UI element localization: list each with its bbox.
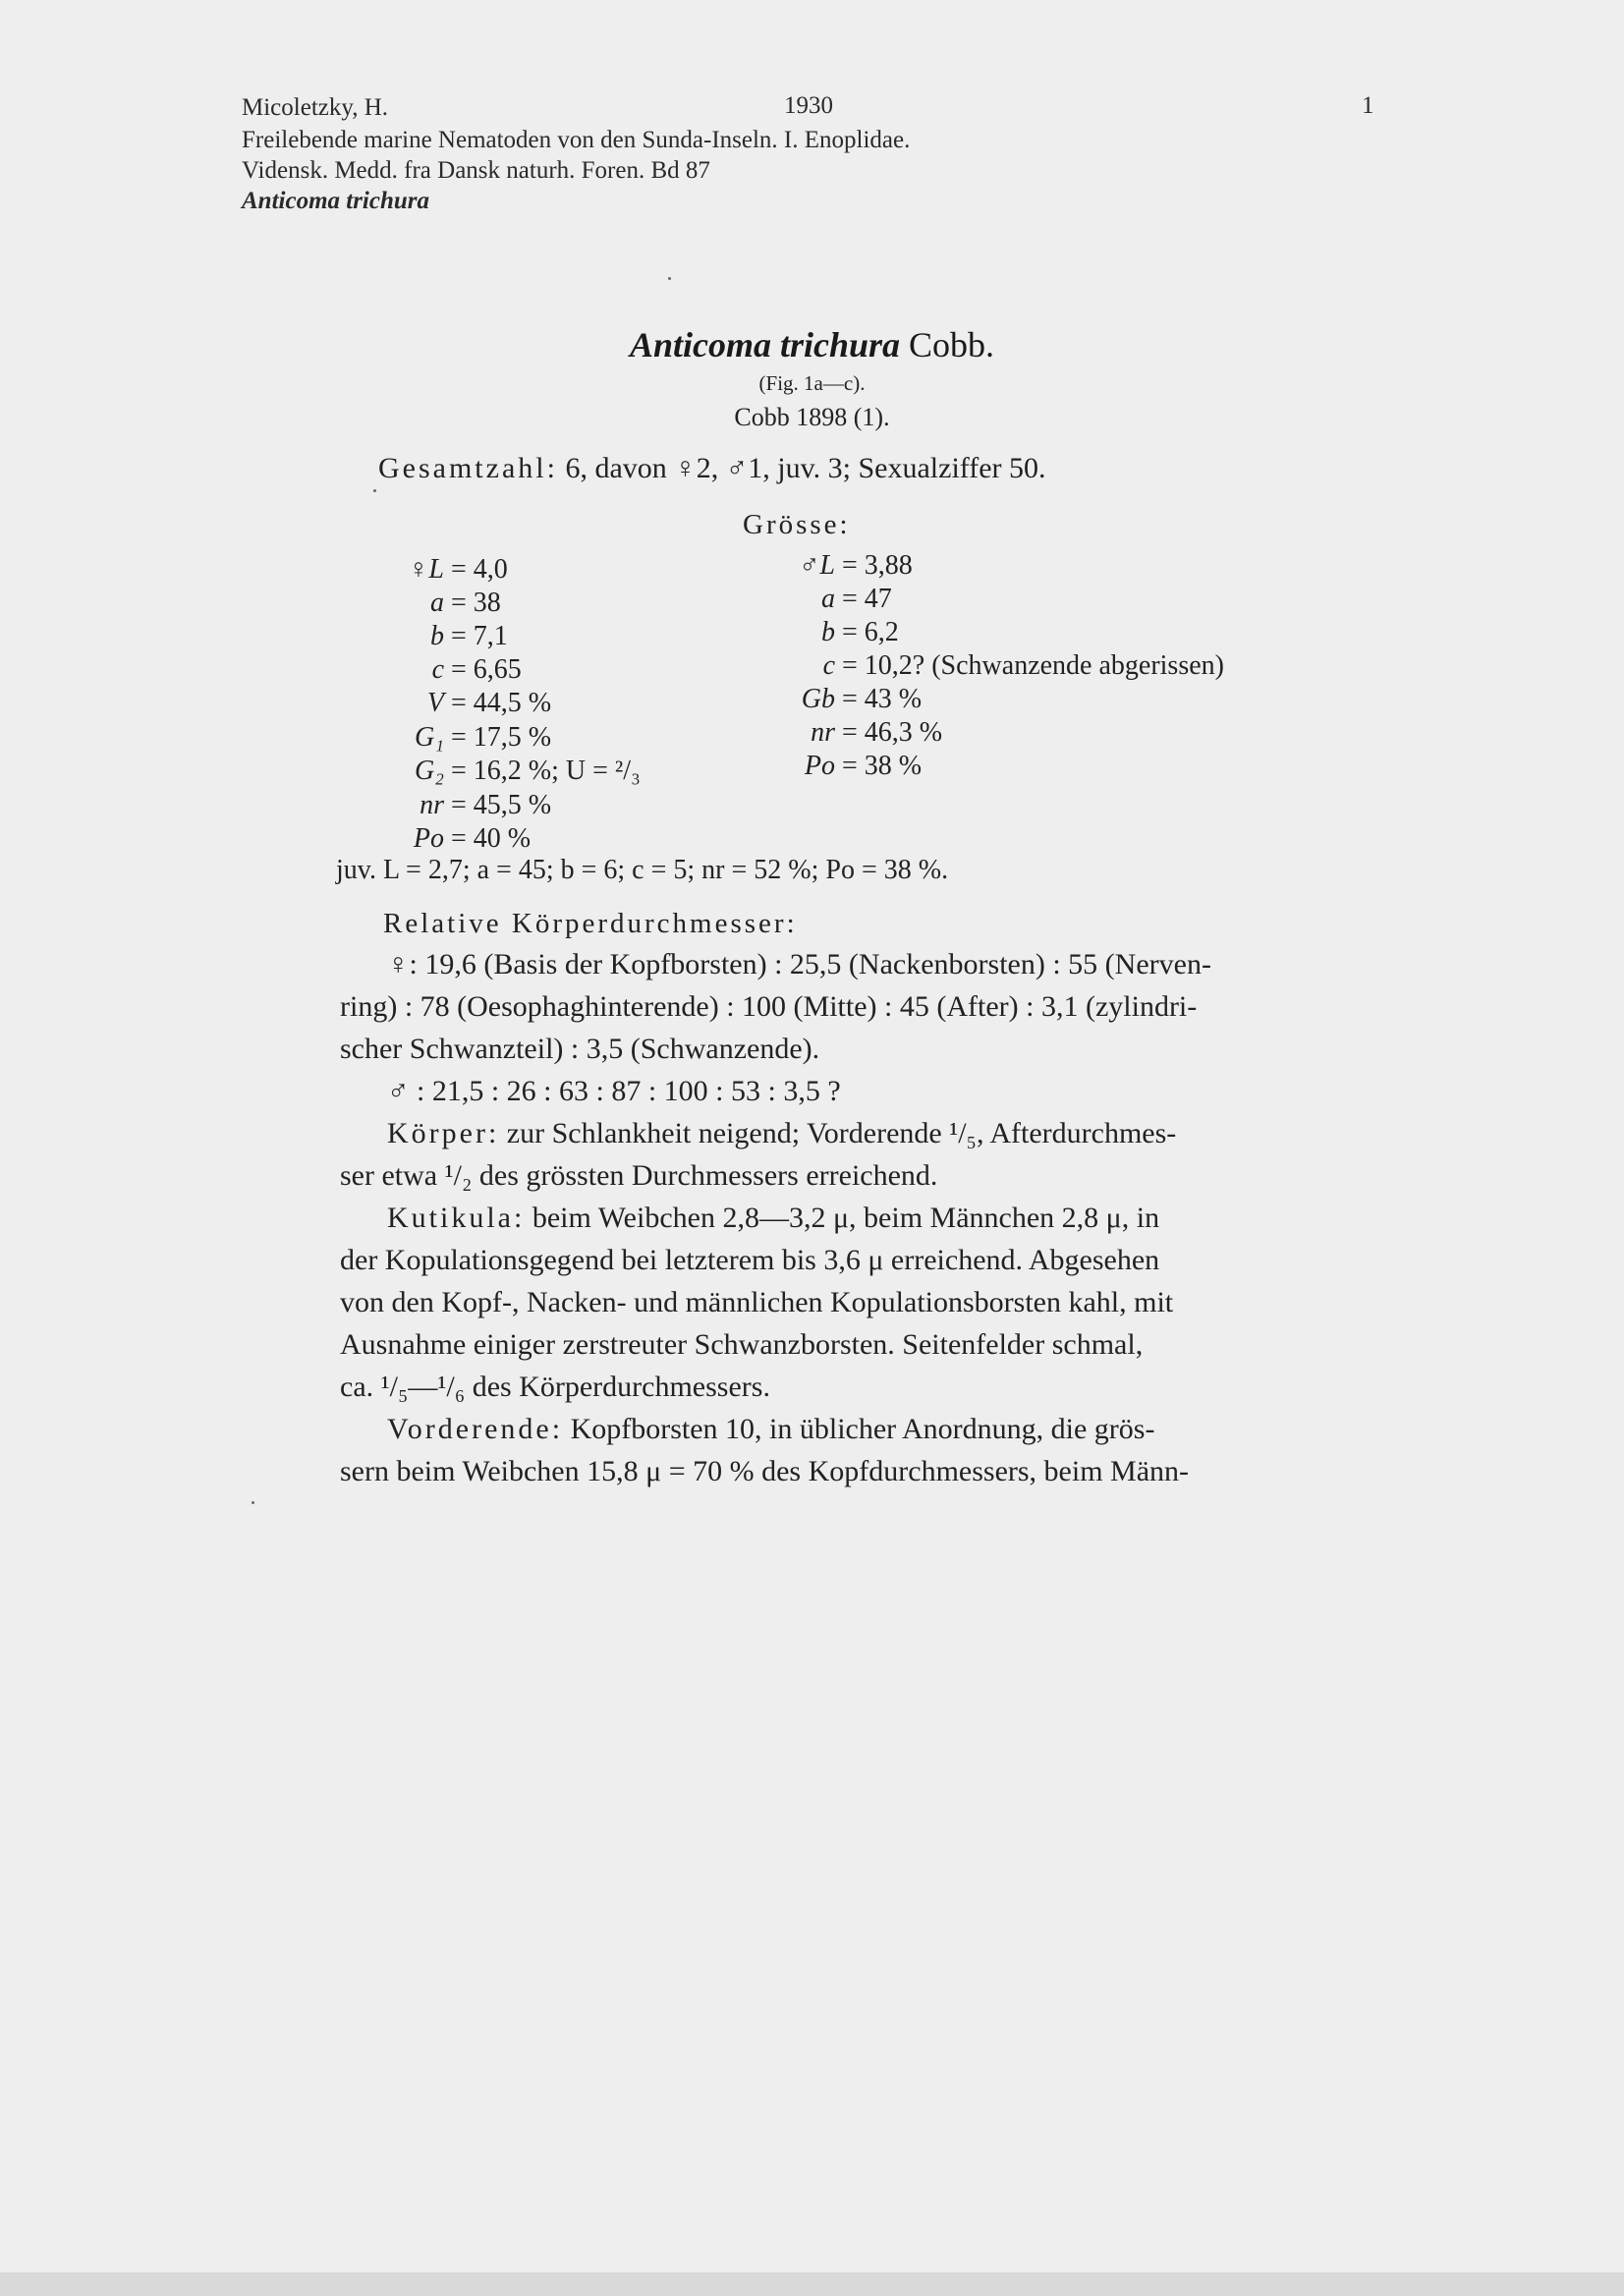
relative-line: ring) : 78 (Oesophaghinterende) : 100 (Mitte) : 45 (After) : 3,1 (zylindri- [340, 990, 1198, 1023]
kutikula-line: Ausnahme einiger zerstreuter Schwanzborsten. Seitenfelder schmal, [340, 1328, 1144, 1361]
scan-speck [252, 1501, 254, 1504]
figure-reference: (Fig. 1a—c). [758, 371, 866, 395]
measure-row: G₂ = 16,2 %; U = ²/₃ [415, 756, 641, 786]
measure-row: Gb = 43 % [801, 684, 923, 714]
vorderende-paragraph [340, 1408, 1289, 1450]
gesamtzahl-text: 6, davon ♀2, ♂1, juv. 3; Sexualziffer 50. [565, 452, 1046, 484]
groesse-label: Grösse: [743, 509, 851, 540]
measure-row: ♀L = 4,0 [408, 554, 508, 585]
scan-border [0, 2272, 1624, 2296]
kutikula-label: Kutikula: [387, 1202, 526, 1234]
koerper-label: Körper: [387, 1117, 500, 1149]
species-name: Anticoma trichura [629, 325, 901, 364]
gesamtzahl-label: Gesamtzahl: [378, 452, 558, 484]
measure-row: V = 44,5 % [426, 688, 552, 718]
koerper-line: zur Schlankheit neigend; Vorderende ¹/₅, Afterdurchmes- [506, 1117, 1177, 1149]
relative-label: Relative Körperdurchmesser: [383, 908, 798, 939]
vorderende-label: Vorderende: [387, 1413, 564, 1445]
literature-reference: Cobb 1898 (1). [734, 403, 890, 431]
scan-speck [373, 489, 376, 492]
species-author: Cobb. [909, 325, 995, 364]
koerper-line: ser etwa ¹/₂ des grössten Durchmessers erreichend. [340, 1159, 938, 1192]
koerper-paragraph [340, 1112, 1289, 1154]
header-author: Micoletzky, H. [242, 94, 389, 121]
scan-speck [668, 277, 671, 280]
juvenile-measurements: juv. L = 2,7; a = 45; b = 6; c = 5; nr = 52 %; Po = 38 %. [336, 855, 949, 885]
measure-row: a = 38 [430, 588, 501, 618]
gesamtzahl-line [378, 452, 1046, 485]
header-year: 1930 [784, 92, 833, 119]
kutikula-line: beim Weibchen 2,8—3,2 μ, beim Männchen 2,8 μ, in [532, 1202, 1160, 1234]
vorderende-line: sern beim Weibchen 15,8 μ = 70 % des Kopfdurchmessers, beim Männ- [340, 1455, 1190, 1487]
measure-row: a = 47 [821, 584, 892, 614]
measure-row: Po = 38 % [804, 751, 923, 781]
measure-row: G₁ = 17,5 % [415, 722, 552, 753]
measure-row: Po = 40 % [413, 823, 532, 854]
relative-line: ♀: 19,6 (Basis der Kopfborsten) : 25,5 (Nackenborsten) : 55 (Nerven- [387, 948, 1211, 980]
relative-line: scher Schwanzteil) : 3,5 (Schwanzende). [340, 1033, 820, 1065]
species-heading [0, 324, 1624, 365]
measure-row: c = 6,65 [431, 654, 522, 685]
measure-row: c = 10,2? (Schwanzende abgerissen) [822, 650, 1224, 681]
measure-row: b = 7,1 [430, 621, 508, 651]
measure-row: ♂L = 3,88 [799, 550, 913, 581]
kutikula-paragraph [340, 1197, 1289, 1239]
measure-row: b = 6,2 [821, 617, 899, 647]
page-number: 1 [1362, 92, 1374, 119]
kutikula-line: ca. ¹/₅—¹/₆ des Körperdurchmessers. [340, 1371, 770, 1403]
kutikula-line: der Kopulationsgegend bei letzterem bis 3,6 μ erreichend. Abgesehen [340, 1244, 1160, 1276]
kutikula-line: von den Kopf-, Nacken- und männlichen Kopulationsborsten kahl, mit [340, 1286, 1174, 1318]
measure-row: nr = 45,5 % [420, 790, 552, 820]
measure-row: nr = 46,3 % [811, 717, 943, 748]
vorderende-line: Kopfborsten 10, in üblicher Anordnung, die grös- [570, 1413, 1155, 1445]
header-journal: Vidensk. Medd. fra Dansk naturh. Foren. Bd 87 [242, 157, 710, 184]
header-species: Anticoma trichura [242, 188, 430, 214]
relative-paragraph [340, 943, 1289, 1492]
relative-male-line: ♂ : 21,5 : 26 : 63 : 87 : 100 : 53 : 3,5 ? [387, 1075, 841, 1107]
header-title: Freilebende marine Nematoden von den Sunda-Inseln. I. Enoplidae. [242, 127, 911, 153]
